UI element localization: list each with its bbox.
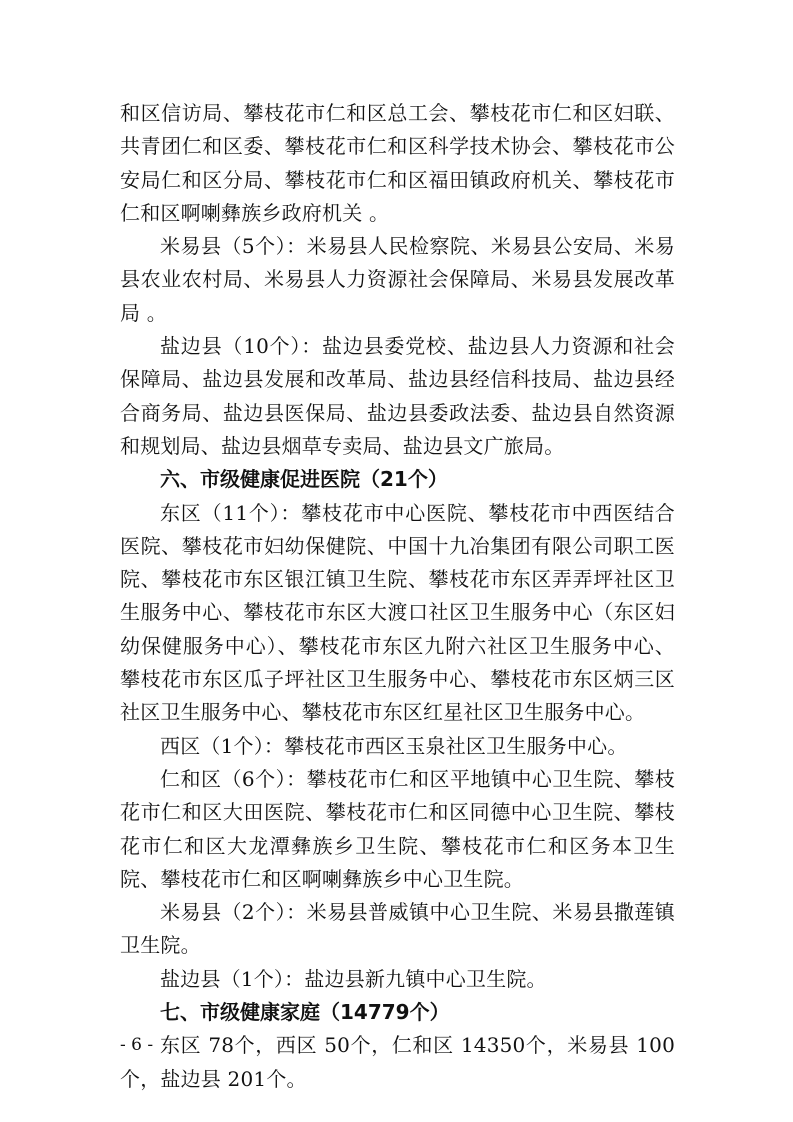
- paragraph-yanbian-agencies: 盐边县（10个）：盐边县委党校、盐边县人力资源和社会保障局、盐边县发展和改革局、盐边县经信科技局、盐边县经合商务局、盐边县医保局、盐边县委政法委、盐边县自然资源和规划局、盐边县烟草专卖局、盐边县文广旅局。: [120, 334, 675, 458]
- paragraph-renhe-agencies: 和区信访局、攀枝花市仁和区总工会、攀枝花市仁和区妇联、共青团仁和区委、攀枝花市仁和区科学技术协会、攀枝花市公安局仁和区分局、攀枝花市仁和区福田镇政府机关、攀枝花市仁和区啊喇彝族乡政府机关 。: [120, 101, 675, 225]
- paragraph-yanbian-hospitals: 盐边县（1个）：盐边县新九镇中心卫生院。: [160, 966, 547, 991]
- paragraph-dongqu-hospitals: 东区（11个）：攀枝花市中心医院、攀枝花市中西医结合医院、攀枝花市妇幼保健院、中国十九冶集团有限公司职工医院、攀枝花市东区银江镇卫生院、攀枝花市东区弄弄坪社区卫生服务中心、攀枝花市东区大渡口社区卫生服务中心（东区妇幼保健服务中心）、攀枝花市东区九附六社区卫生服务中心、攀枝花市东区瓜子坪社区卫生服务中心、攀枝花市东区炳三区社区卫生服务中心、攀枝花市东区红星社区卫生服务中心。: [120, 500, 675, 725]
- section-heading-hospitals: 六、市级健康促进医院（21个）: [160, 467, 448, 492]
- paragraph-miyi-agencies: 米易县（5个）：米易县人民检察院、米易县公安局、米易县农业农村局、米易县人力资源社会保障局、米易县发展改革局 。: [120, 234, 675, 325]
- paragraph-miyi-hospitals: 米易县（2个）：米易县普威镇中心卫生院、米易县撒莲镇卫生院。: [120, 900, 675, 958]
- paragraph-family-counts: 东区 78个，西区 50个，仁和区 14350个，米易县 100个，盐边县 201个。: [120, 1033, 675, 1091]
- paragraph-xiqu-hospitals: 西区（1个）：攀枝花市西区玉泉社区卫生服务中心。: [160, 733, 628, 758]
- section-heading-families: 七、市级健康家庭（14779个）: [160, 1000, 450, 1025]
- paragraph-renhe-hospitals: 仁和区（6个）：攀枝花市仁和区平地镇中心卫生院、攀枝花市仁和区大田医院、攀枝花市仁和区同德中心卫生院、攀枝花市仁和区大龙潭彝族乡卫生院、攀枝花市仁和区务本卫生院、攀枝花市仁和区啊喇彝族乡中心卫生院。: [120, 766, 675, 891]
- page-number: - 6 -: [120, 1035, 154, 1055]
- document-body: [120, 97, 675, 1096]
